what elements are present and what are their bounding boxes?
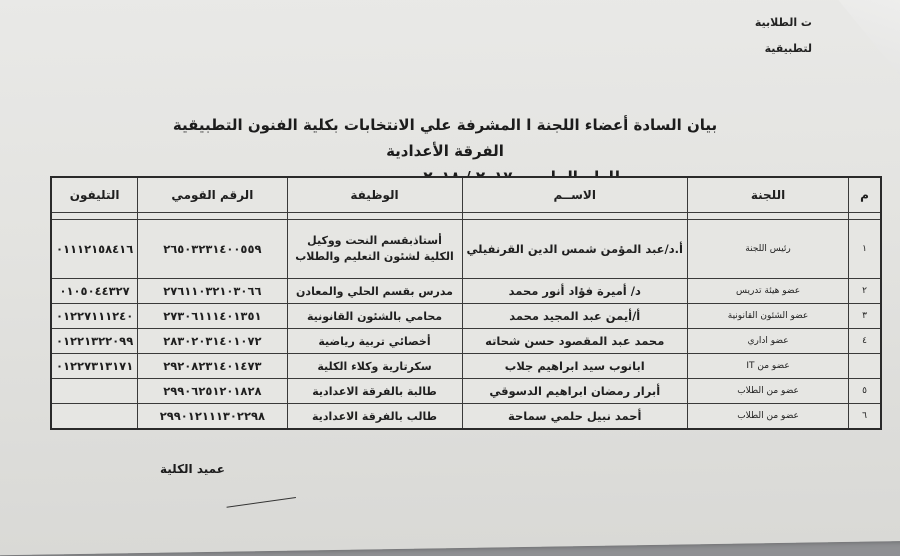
cell-index: ٥: [849, 379, 881, 404]
cell-national-id: ٢٧٣٠٦١١١٤٠١٣٥١: [138, 304, 287, 329]
cell-index: ٣: [849, 304, 881, 329]
header-phone: التليفون: [51, 177, 138, 213]
cell-committee: عضو من IT: [687, 354, 848, 379]
cell-index: ٢: [849, 279, 881, 304]
dean-signature-label: عميد الكلية: [160, 462, 225, 476]
cell-job: طالب بالفرقة الاعدادية: [287, 404, 462, 430]
cell-phone: ٠١١١٢١٥٨٤١٦: [51, 220, 138, 279]
cell-committee: عضو هيئة تدريس: [687, 279, 848, 304]
cell-committee: عضو من الطلاب: [687, 379, 848, 404]
cell-committee: رئيس اللجنة: [687, 220, 848, 279]
cell-job: سكرتارية وكلاء الكلية: [287, 354, 462, 379]
cell-index: ٦: [849, 404, 881, 430]
table-row: [51, 354, 881, 379]
table-row: [51, 304, 881, 329]
cell-name: أ.د/عبد المؤمن شمس الدين القرنفيلي: [462, 220, 687, 279]
committee-members-table: [50, 176, 882, 430]
cell-job: طالبة بالفرقة الاعدادية: [287, 379, 462, 404]
cell-phone: ٠١٢٢٧١١١٢٤٠: [51, 304, 138, 329]
cell-national-id: ٢٦٥٠٣٢٣١٤٠٠٥٥٩: [138, 220, 287, 279]
table-row: [51, 329, 881, 354]
cell-name: أ/أيمن عبد المجيد محمد: [462, 304, 687, 329]
department-line-2: لتطبيقية: [764, 42, 812, 55]
cell-committee: عضو الشئون القانونية: [687, 304, 848, 329]
cell-name: أبرار رمضان ابراهيم الدسوقي: [462, 379, 687, 404]
table-header-row: [51, 177, 881, 213]
header-national-id: الرقم القومي: [138, 177, 287, 213]
cell-phone: ٠١٠٥٠٤٤٣٢٧: [51, 279, 138, 304]
table-row: [51, 379, 881, 404]
cell-national-id: ٢٩٩٠٦٢٥١٢٠١٨٢٨: [138, 379, 287, 404]
header-index: م: [849, 177, 881, 213]
cell-phone: ٠١٢٢١٣٢٢٠٩٩: [51, 329, 138, 354]
table-spacer-row: [51, 213, 881, 220]
cell-national-id: ٢٩٩٠١٢١١١٣٠٢٢٩٨: [138, 404, 287, 430]
table-row: [51, 279, 881, 304]
cell-job: أخصائي تربية رياضية: [287, 329, 462, 354]
title-line-1: بيان السادة أعضاء اللجنة ا المشرفة علي الانتخابات بكلية الفنون التطبيقية الفرقة الأعدادية: [172, 116, 718, 160]
cell-committee: عضو من الطلاب: [687, 404, 848, 430]
cell-name: محمد عبد المقصود حسن شحاته: [462, 329, 687, 354]
cell-national-id: ٢٩٢٠٨٢٣١٤٠١٤٧٣: [138, 354, 287, 379]
department-header: [755, 10, 812, 62]
cell-index: ١: [849, 220, 881, 279]
cell-phone: [51, 404, 138, 430]
cell-national-id: ٢٨٣٠٢٠٣١٤٠١٠٧٢: [138, 329, 287, 354]
cell-job: مدرس بقسم الحلي والمعادن: [287, 279, 462, 304]
department-line-1: ت الطلابية: [754, 16, 812, 29]
cell-name: ابانوب سيد ابراهيم جلاب: [462, 354, 687, 379]
cell-name: د/ أميرة فؤاد أنور محمد: [462, 279, 687, 304]
table-row: [51, 404, 881, 430]
header-name: الاســم: [462, 177, 687, 213]
cell-job: أستاذبقسم النحت ووكيل الكلية لشئون التعليم والطلاب: [287, 220, 462, 279]
header-job: الوظيفة: [287, 177, 462, 213]
cell-phone: ٠١٢٢٧٣١٣١٧١: [51, 354, 138, 379]
cell-job: محامي بالشئون القانونية: [287, 304, 462, 329]
header-committee: اللجنة: [687, 177, 848, 213]
cell-index: ٤: [849, 329, 881, 354]
cell-name: أحمد نبيل حلمي سماحة: [462, 404, 687, 430]
cell-national-id: ٢٧٦١١٠٣٢١٠٣٠٦٦: [138, 279, 287, 304]
cell-phone: [51, 379, 138, 404]
table-row: [51, 220, 881, 279]
cell-committee: عضو اداري: [687, 329, 848, 354]
cell-index: [849, 354, 881, 379]
